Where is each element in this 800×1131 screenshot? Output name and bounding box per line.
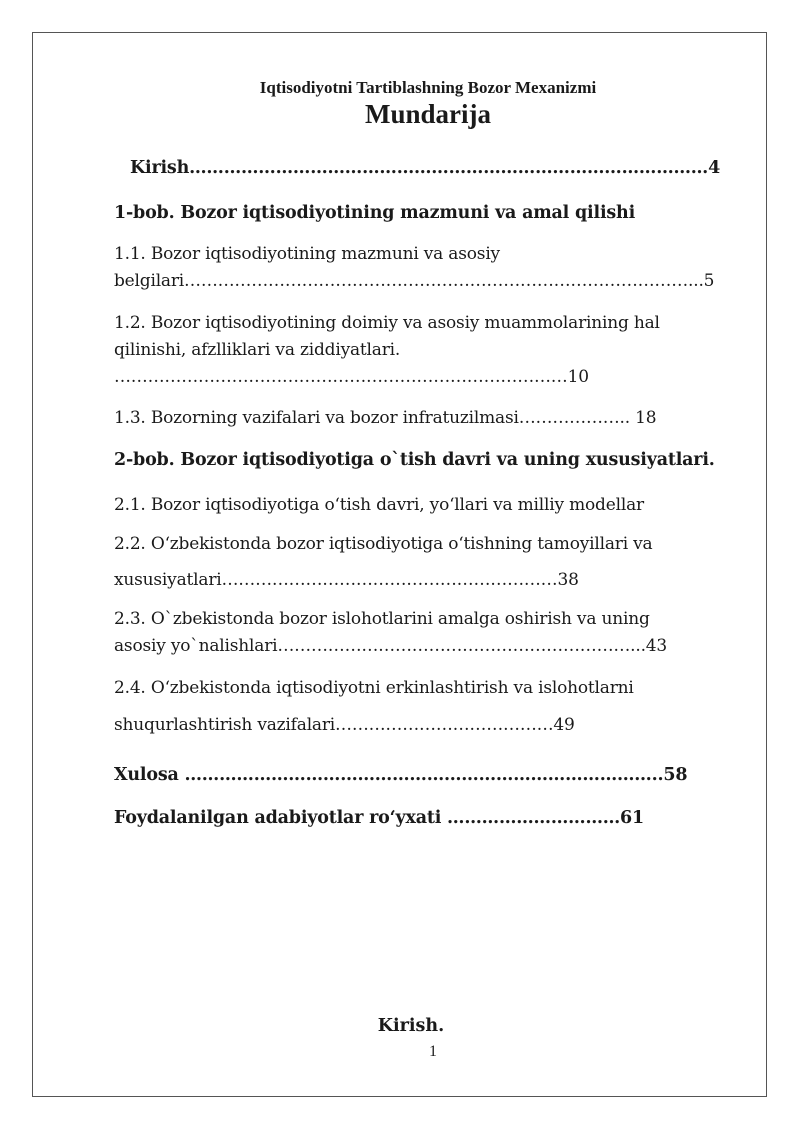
toc-entry-2-2-line-1[interactable]: 2.2. O‘zbekistonda bozor iqtisodiyotiga o‘tishning tamoyillari va: [114, 534, 653, 554]
toc-entry-2-3-line-2[interactable]: asosiy yo`nalishlari………………………………………………………...43: [114, 636, 668, 656]
toc-entry-1-2-line-3[interactable]: ………………………………………………………………………10: [114, 367, 589, 387]
toc-entry-2-4-line-1[interactable]: 2.4. O‘zbekistonda iqtisodiyotni erkinlashtirish va islohotlarni: [114, 678, 634, 698]
toc-entry-chapter-1[interactable]: 1-bob. Bozor iqtisodiyotining mazmuni va amal qilishi: [114, 203, 636, 223]
toc-entry-1-2-line-1[interactable]: 1.2. Bozor iqtisodiyotining doimiy va asosiy muammolarining hal: [114, 313, 660, 333]
toc-entry-1-1-line-2[interactable]: belgilari………………………………………………………………………………...5: [114, 271, 715, 291]
page-border: [32, 32, 767, 1097]
section-heading-kirish: Kirish.: [377, 1016, 445, 1036]
toc-entry-2-3-line-1[interactable]: 2.3. O`zbekistonda bozor islohotlarini amalga oshirish va uning: [114, 609, 650, 629]
toc-entry-xulosa[interactable]: Xulosa ………………………………………………………………………..58: [114, 765, 688, 785]
toc-entry-1-1-line-1[interactable]: 1.1. Bozor iqtisodiyotining mazmuni va asosiy: [114, 244, 500, 264]
toc-entry-1-2-line-2[interactable]: qilinishi, afzlliklari va ziddiyatlari.: [114, 340, 401, 360]
toc-entry-2-1[interactable]: 2.1. Bozor iqtisodiyotiga o‘tish davri, yo‘llari va milliy modellar: [114, 495, 644, 515]
document-header: Iqtisodiyotni Tartiblashning Bozor Mexanizmi: [259, 78, 597, 97]
toc-entry-kirish[interactable]: Kirish………………………………………………………………………………4: [130, 158, 721, 178]
toc-entry-1-3[interactable]: 1.3. Bozorning vazifalari va bozor infratuzilmasi……………….. 18: [114, 408, 657, 428]
toc-entry-adabiyotlar[interactable]: Foydalanilgan adabiyotlar ro‘yxati …………………………61: [114, 808, 645, 828]
toc-entry-2-2-line-2[interactable]: xususiyatlari……………………………………………………38: [114, 570, 579, 590]
page-title: Mundarija: [364, 99, 491, 129]
toc-entry-chapter-2[interactable]: 2-bob. Bozor iqtisodiyotiga o`tish davri va uning xususiyatlari.: [114, 450, 715, 470]
toc-entry-2-4-line-2[interactable]: shuqurlashtirish vazifalari…………………………………49: [114, 715, 575, 735]
page-number: 1: [429, 1043, 437, 1060]
